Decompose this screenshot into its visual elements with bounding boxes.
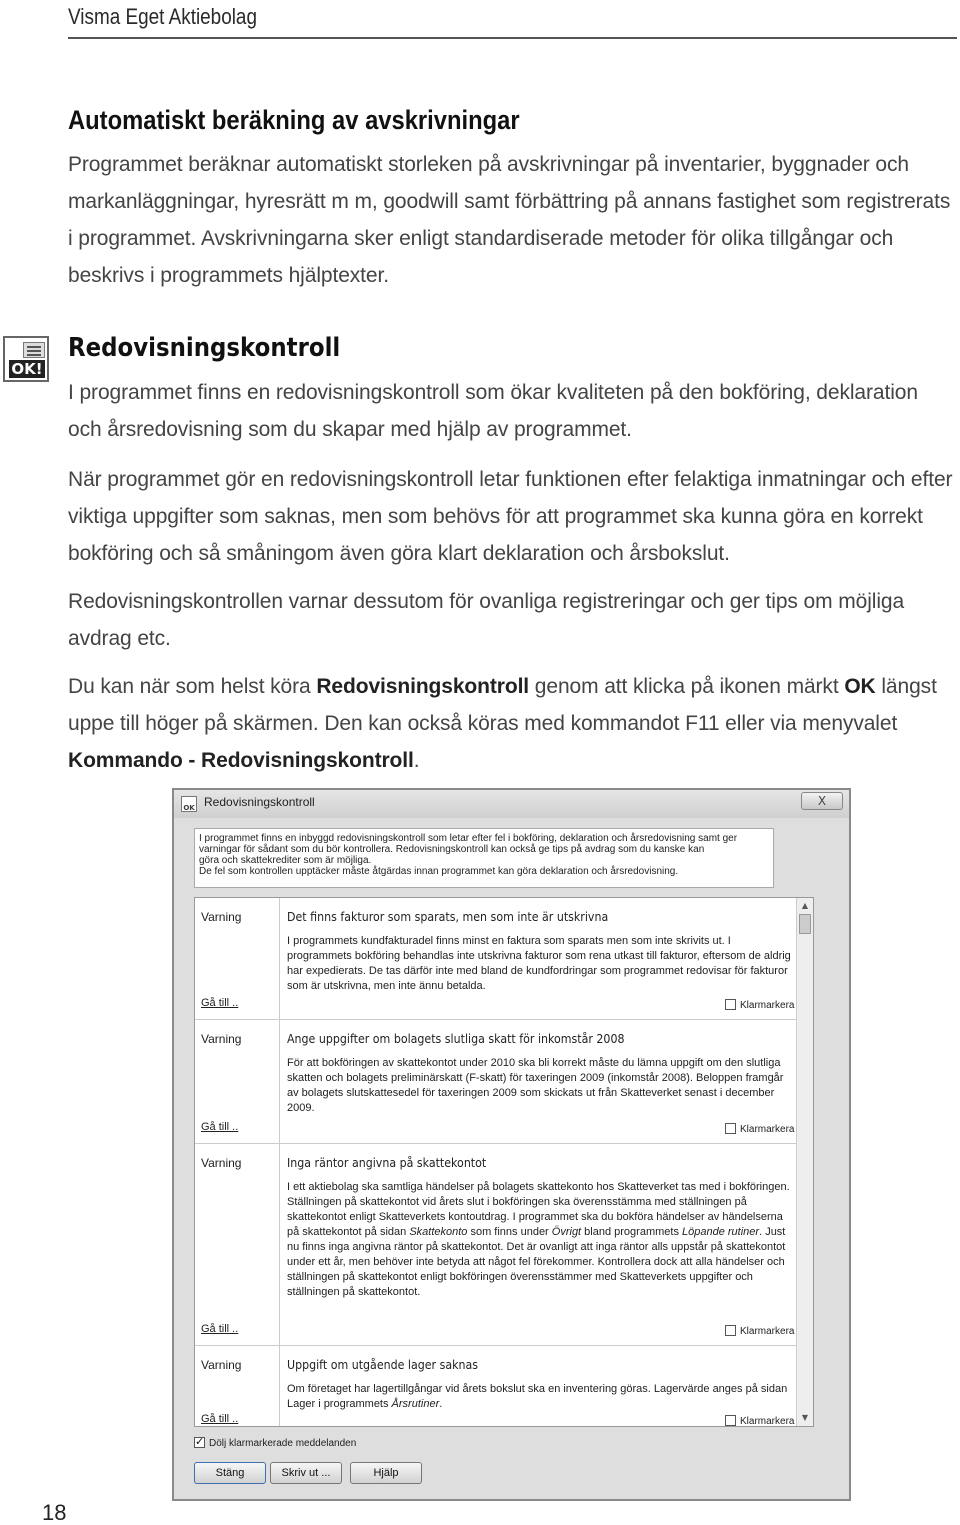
dialog-titlebar[interactable] xyxy=(174,790,849,818)
goto-link[interactable]: Gå till .. xyxy=(201,1413,239,1425)
message-heading: Det finns fakturor som sparats, men som inte är utskrivna xyxy=(287,910,609,924)
message-left-column xyxy=(195,898,280,1019)
message-body xyxy=(287,1180,792,1300)
body-text: . xyxy=(439,1398,443,1410)
text-run: . xyxy=(413,749,420,772)
info-line: De fel som kontrollen upptäcker måste åtgärdas innan programmet kan göra deklaration och årsredovisning. xyxy=(199,866,679,877)
app-icon: OK xyxy=(181,796,197,812)
close-dialog-button[interactable]: Stäng xyxy=(194,1462,266,1484)
info-line: I programmet finns en inbyggd redovisningskontroll som letar efter fel i bokföring, deklaration och årsredovisning samt ger xyxy=(199,833,738,844)
message-type: Varning xyxy=(201,1032,242,1046)
mark-done-label: Klarmarkera xyxy=(740,1000,795,1011)
bold-term-ok: OK xyxy=(844,675,876,698)
body-italic: Skattekonto xyxy=(409,1226,468,1238)
text-run: Du kan när som helst köra xyxy=(68,675,317,698)
scroll-up-icon[interactable]: ▲ xyxy=(801,901,809,910)
message-left-column xyxy=(195,1020,280,1143)
checkbox-icon[interactable] xyxy=(725,1415,736,1426)
body-text: I ett aktiebolag ska samtliga händelser på bolagets skattekonto hos Skatteverket tas med i bokföringen. Ställningen på skattekontot vid årets slut i bokföringen ska överensstämma med ställningen på skattekontot enligt Skatteverkets kontoutdrag. I programmet ska du bokföra händelser av händelserna på skattekontot på sidan xyxy=(287,1181,790,1238)
mark-done-label: Klarmarkera xyxy=(740,1416,795,1427)
list-item xyxy=(195,1020,798,1144)
body-italic: Övrigt xyxy=(551,1226,582,1238)
section-heading-redovisningskontroll: Redovisningskontroll xyxy=(68,333,341,363)
info-line: göra och skattekrediter som är möjliga. xyxy=(199,855,372,866)
goto-link[interactable]: Gå till .. xyxy=(201,997,239,1009)
paragraph-function: När programmet gör en redovisningskontroll letar funktionen efter felaktiga inmatningar och efter viktiga uppgifter som saknas, men som behövs för att programmet ska kunna göra en korrekt bokföring och så småningom även göra klart deklaration och årsbokslut. xyxy=(68,468,953,565)
message-type: Varning xyxy=(201,1156,242,1170)
checkbox-icon[interactable] xyxy=(725,1123,736,1134)
redovisningskontroll-icon xyxy=(3,336,49,382)
message-body: I programmets kundfakturadel finns minst en faktura som sparats men som inte skrivits ut. I programmets bokföring behandlas inte utskrivna fakturor som rena utkast till fakturor, eftersom de aldrig har expedierats. De tas därför inte med bland de kundfordringar som programmet redovisar för fakturor som är utskrivna, men inte ännu betalda. xyxy=(287,935,791,992)
message-type: Varning xyxy=(201,1358,242,1372)
mark-done-checkbox[interactable] xyxy=(725,1325,794,1337)
help-button[interactable]: Hjälp xyxy=(350,1462,422,1484)
hide-marked-checkbox[interactable] xyxy=(194,1437,356,1449)
scroll-down-icon[interactable]: ▼ xyxy=(801,1413,809,1422)
checkbox-icon[interactable] xyxy=(194,1437,205,1448)
info-line: varningar för sådant som du bör kontrollera. Redovisningskontroll kan också ge tips på avdrag som du kanske kan xyxy=(199,844,705,855)
hide-marked-label: Dölj klarmarkerade meddelanden xyxy=(209,1438,357,1449)
paragraph-how-to-run xyxy=(68,668,953,779)
paragraph-warnings: Redovisningskontrollen varnar dessutom för ovanliga registreringar och ger tips om möjliga avdrag etc. xyxy=(68,590,905,650)
body-italic: Årsrutiner xyxy=(391,1398,440,1410)
list-item xyxy=(195,898,798,1020)
message-heading: Inga räntor angivna på skattekontot xyxy=(287,1156,487,1170)
text-run: genom att klicka på ikonen märkt xyxy=(529,675,845,698)
message-left-column xyxy=(195,1346,280,1427)
message-type: Varning xyxy=(201,910,242,924)
info-box xyxy=(194,828,774,888)
section-text-avskrivningar: Programmet beräknar automatiskt storleken på avskrivningar på inventarier, byggnader och markanläggningar, hyresrätt m m, goodwill samt förbättring på annans fastighet som registrerats i programmet. Avskrivningarna sker enligt standardiserade metoder för olika tillgångar och beskrivs i programmets hjälptexter. xyxy=(68,153,951,287)
body-text: bland programmets xyxy=(581,1226,683,1238)
section-heading-avskrivningar: Automatiskt beräkning av avskrivningar xyxy=(68,105,520,135)
text-run: längst uppe till höger på skärmen. Den kan också köras med kommandot F11 eller via menyvalet xyxy=(68,675,937,735)
list-item xyxy=(195,1346,798,1427)
document-icon xyxy=(23,342,45,358)
body-text: som finns under xyxy=(467,1226,552,1238)
message-list[interactable] xyxy=(194,897,814,1427)
mark-done-checkbox[interactable] xyxy=(725,999,794,1011)
print-button[interactable]: Skriv ut ... xyxy=(270,1462,342,1484)
vertical-scrollbar[interactable] xyxy=(796,898,813,1426)
bold-term-redovisningskontroll: Redovisningskontroll xyxy=(316,675,530,698)
list-item xyxy=(195,1144,798,1346)
mark-done-label: Klarmarkera xyxy=(740,1124,795,1135)
goto-link[interactable]: Gå till .. xyxy=(201,1121,239,1133)
mark-done-checkbox[interactable] xyxy=(725,1415,794,1427)
message-body: För att bokföringen av skattekontot under 2010 ska bli korrekt måste du lämna uppgift om den slutliga skatten och bolagets preliminärskatt (F-skatt) för taxeringen 2009 (inkomstår 2008). Beloppen framgår av bolagets slutskattesedel för taxeringen 2009 som skickats ut från Skatteverket senast i december 2009. xyxy=(287,1057,784,1114)
body-text: Om företaget har lagertillgångar vid årets bokslut ska en inventering göras. Lagervärde anges på sidan Lager i programmets xyxy=(287,1383,788,1410)
message-left-column xyxy=(195,1144,280,1345)
dialog-title: Redovisningskontroll xyxy=(204,795,315,809)
message-heading: Ange uppgifter om bolagets slutliga skatt för inkomstår 2008 xyxy=(287,1032,625,1046)
body-text: . Just nu finns inga angivna räntor på skattekontot. Det är ovanligt att inga räntor alls uppstår på skattekontot under ett år, men behöver inte betyda att något fel förekommer. Kontrollera dock att alla händelser och ställningen på skattekontot enligt bokföringen överensstämmer med Skatteverkets uppgifter och ställningen på skattekontot. xyxy=(287,1226,786,1298)
checkbox-icon[interactable] xyxy=(725,1325,736,1336)
redovisningskontroll-dialog xyxy=(172,788,851,1501)
running-header: Visma Eget Aktiebolag xyxy=(68,4,257,29)
goto-link[interactable]: Gå till .. xyxy=(201,1323,239,1335)
message-heading: Uppgift om utgående lager saknas xyxy=(287,1358,479,1372)
bold-term-menu-path: Kommando - Redovisningskontroll xyxy=(68,749,414,772)
close-button[interactable]: X xyxy=(801,792,843,810)
page-number: 18 xyxy=(42,1500,67,1525)
scroll-thumb[interactable] xyxy=(799,914,811,934)
paragraph-intro: I programmet finns en redovisningskontroll som ökar kvaliteten på den bokföring, deklaration och årsredovisning som du skapar med hjälp av programmet. xyxy=(68,381,918,441)
mark-done-label: Klarmarkera xyxy=(740,1326,795,1337)
ok-badge: OK! xyxy=(9,360,45,378)
message-body xyxy=(287,1382,792,1412)
body-italic: Löpande rutiner xyxy=(682,1226,760,1238)
header-rule xyxy=(68,37,957,39)
mark-done-checkbox[interactable] xyxy=(725,1123,794,1135)
checkbox-icon[interactable] xyxy=(725,999,736,1010)
